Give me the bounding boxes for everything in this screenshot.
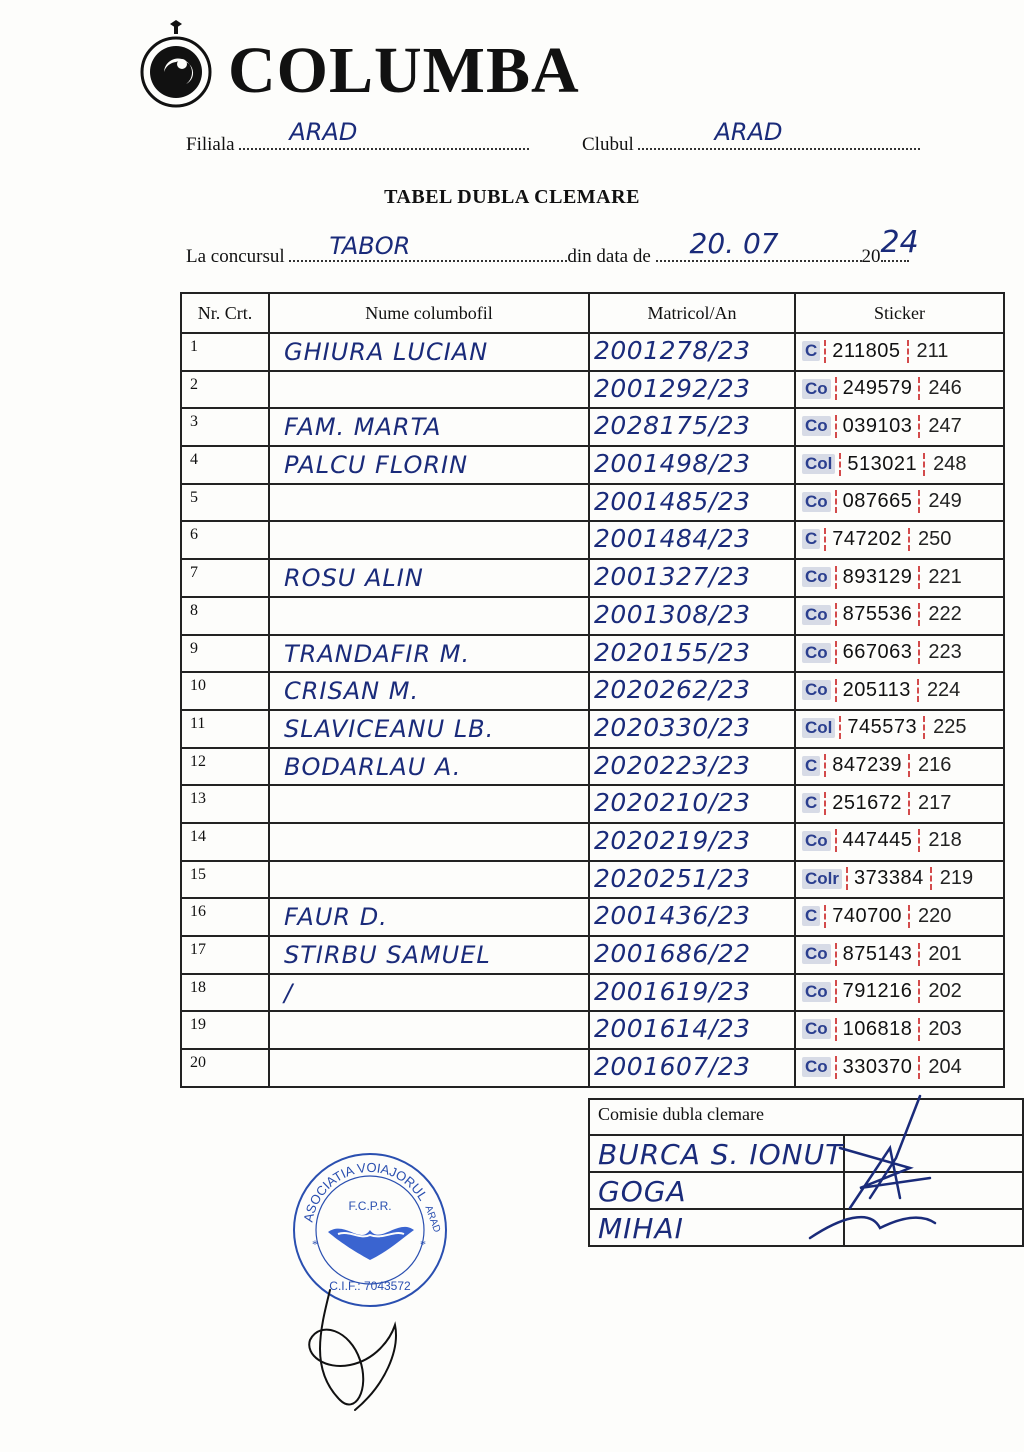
svg-text:ASOCIATIA VOIAJORUL (301, 1160, 431, 1223)
sticker-label (802, 489, 1020, 515)
row-name-cell (269, 974, 589, 1012)
filiala-label: Filiala (186, 134, 235, 155)
sticker-tag: Co (802, 982, 831, 1002)
filiala-field (239, 118, 529, 150)
row-sticker-cell (795, 333, 1004, 371)
sticker-code: 667063 (835, 641, 921, 664)
row-matricol-cell (589, 823, 795, 861)
table-row (181, 898, 1004, 936)
sticker-serial: 216 (918, 754, 952, 777)
sticker-label (802, 1016, 1020, 1042)
row-sticker-cell (795, 597, 1004, 635)
table-row (181, 823, 1004, 861)
sticker-label (802, 903, 1020, 929)
sticker-code: 740700 (824, 905, 910, 928)
stamp-cif-text: C.I.F.: 7043572 (329, 1279, 411, 1293)
row-sticker-cell (795, 371, 1004, 409)
row-number: 18 (181, 974, 269, 1012)
sticker-serial: 218 (928, 829, 962, 852)
row-name: STIRBU SAMUEL (284, 941, 491, 969)
sticker-tag: C (802, 756, 820, 776)
row-matricol: 2001327/23 (594, 562, 751, 592)
date-label: din data de (567, 246, 651, 267)
sticker-label (802, 564, 1020, 590)
table-row (181, 936, 1004, 974)
row-matricol: 2001619/23 (594, 976, 751, 1006)
sticker-label (802, 941, 1020, 967)
sticker-code: 447445 (835, 829, 921, 852)
row-name-cell (269, 408, 589, 446)
row-sticker-cell (795, 559, 1004, 597)
commission-member: BURCA S. IONUT (598, 1138, 844, 1171)
row-name (270, 485, 588, 489)
row-name: FAUR D. (284, 903, 388, 932)
row-sticker-cell (795, 898, 1004, 936)
sticker-code: 106818 (835, 1018, 921, 1041)
sticker-label (802, 1054, 1020, 1080)
row-number: 2 (181, 371, 269, 409)
svg-text:*: * (420, 1237, 426, 1251)
table-row (181, 672, 1004, 710)
sticker-tag: Co (802, 944, 831, 964)
sticker-label (802, 790, 1020, 816)
row-matricol-cell (589, 974, 795, 1012)
table-row (181, 635, 1004, 673)
row-matricol-cell (589, 898, 795, 936)
sticker-tag: Col (802, 718, 835, 738)
contest-value: TABOR (329, 232, 411, 260)
sticker-tag: Co (802, 379, 831, 399)
sticker-tag: Co (802, 492, 831, 512)
row-name (270, 862, 588, 866)
sticker-label (802, 677, 1020, 703)
sticker-serial: 249 (928, 490, 962, 513)
table-row (181, 748, 1004, 786)
sticker-tag: Co (802, 831, 831, 851)
row-sticker-cell (795, 936, 1004, 974)
row-number: 8 (181, 597, 269, 635)
row-sticker-cell (795, 635, 1004, 673)
row-name-cell (269, 785, 589, 823)
row-matricol: 2001484/23 (594, 524, 751, 554)
sticker-serial: 247 (928, 414, 962, 437)
row-sticker-cell (795, 672, 1004, 710)
row-matricol: 2001436/23 (594, 901, 751, 931)
row-sticker-cell (795, 408, 1004, 446)
sticker-tag: Colr (802, 869, 842, 889)
row-name: FAM. MARTA (284, 413, 442, 442)
sticker-code: 893129 (835, 566, 921, 589)
row-name: SLAVICEANU LB. (284, 714, 495, 743)
row-name: / (284, 978, 294, 1007)
row-sticker-cell (795, 446, 1004, 484)
sticker-code: 211805 (824, 340, 908, 363)
row-name-cell (269, 898, 589, 936)
table-row (181, 1049, 1004, 1087)
sticker-tag: C (802, 341, 820, 361)
sticker-code: 039103 (835, 415, 921, 438)
row-matricol: 2001485/23 (594, 486, 751, 516)
sticker-tag: Co (802, 643, 831, 663)
row-sticker-cell (795, 785, 1004, 823)
table-row (181, 408, 1004, 446)
stamp-top-text: ASOCIATIA VOIAJORUL (300, 1159, 431, 1224)
clubul-label: Clubul (582, 134, 634, 155)
row-name-cell (269, 823, 589, 861)
row-matricol: 2001278/23 (594, 336, 751, 365)
row-sticker-cell (795, 710, 1004, 748)
table-row (181, 597, 1004, 635)
sticker-tag: C (802, 793, 820, 813)
clubul-value: ARAD (714, 118, 783, 146)
table-row (181, 785, 1004, 823)
row-matricol: 2020223/23 (594, 750, 751, 780)
row-matricol: 2020251/23 (594, 863, 751, 893)
row-name (270, 786, 588, 790)
row-name-cell (269, 371, 589, 409)
row-name-cell (269, 559, 589, 597)
row-matricol-cell (589, 1049, 795, 1087)
filiala-value: ARAD (289, 118, 358, 146)
table-row (181, 861, 1004, 899)
sticker-serial: 224 (926, 678, 961, 701)
row-number: 12 (181, 748, 269, 786)
sticker-serial: 248 (933, 452, 967, 475)
row-matricol-cell (589, 748, 795, 786)
commission-member: GOGA (598, 1175, 687, 1208)
row-number: 19 (181, 1011, 269, 1049)
stamp-side-text: ARAD (422, 1204, 443, 1235)
document-title: TABEL DUBLA CLEMARE (384, 186, 640, 208)
row-number: 10 (181, 672, 269, 710)
sticker-code: 205113 (835, 679, 919, 702)
row-matricol: 2001607/23 (594, 1052, 751, 1082)
row-matricol: 2020262/23 (594, 675, 751, 705)
row-sticker-cell (795, 748, 1004, 786)
clubul-field (638, 118, 920, 150)
stamp-signature-icon (300, 1270, 410, 1420)
sticker-code: 745573 (839, 716, 925, 739)
table-row (181, 446, 1004, 484)
commission-member: MIHAI (598, 1212, 684, 1245)
row-matricol: 2001686/22 (594, 939, 751, 968)
row-name-cell (269, 672, 589, 710)
sticker-serial: 219 (939, 867, 974, 890)
table-row (181, 974, 1004, 1012)
commission-signature-icon (800, 1088, 950, 1248)
row-name (270, 598, 588, 602)
sticker-serial: 246 (928, 377, 962, 400)
header-name: Nume columbofil (269, 293, 589, 333)
row-matricol-cell (589, 936, 795, 974)
row-number: 13 (181, 785, 269, 823)
sticker-code: 875536 (835, 603, 921, 626)
row-matricol-cell (589, 597, 795, 635)
sticker-label (802, 602, 1020, 628)
clubul-line (582, 118, 920, 156)
sticker-serial: 204 (928, 1055, 962, 1078)
sticker-serial: 211 (916, 339, 949, 362)
sticker-tag: Co (802, 1019, 831, 1039)
sticker-tag: Co (802, 567, 831, 587)
sticker-serial: 201 (928, 942, 962, 965)
sticker-code: 875143 (835, 943, 921, 966)
date-field (656, 227, 862, 262)
row-matricol: 2020210/23 (594, 788, 751, 818)
row-number: 9 (181, 635, 269, 673)
sticker-serial: 220 (918, 904, 952, 927)
row-name: ROSU ALIN (284, 564, 424, 593)
contest-line (186, 225, 919, 268)
row-sticker-cell (795, 974, 1004, 1012)
table-row (181, 1011, 1004, 1049)
header-nr: Nr. Crt. (181, 293, 269, 333)
row-name (270, 1050, 588, 1054)
row-matricol-cell (589, 521, 795, 559)
row-name: PALCU FLORIN (284, 451, 469, 480)
row-matricol: 2020219/23 (594, 825, 751, 855)
row-name: BODARLAU A. (284, 752, 462, 781)
commission-title: Comisie dubla clemare (589, 1099, 1023, 1135)
row-matricol: 2001498/23 (594, 449, 751, 479)
row-name-cell (269, 484, 589, 522)
year-field (880, 225, 919, 262)
sticker-code: 249579 (835, 377, 921, 400)
row-matricol: 2020155/23 (594, 637, 751, 667)
sticker-serial: 250 (918, 527, 952, 550)
sticker-label (802, 828, 1020, 854)
sticker-label (802, 526, 1020, 552)
row-number: 5 (181, 484, 269, 522)
sticker-serial: 202 (928, 980, 962, 1003)
sticker-tag: Co (802, 1057, 831, 1077)
row-matricol-cell (589, 446, 795, 484)
row-sticker-cell (795, 823, 1004, 861)
row-name-cell (269, 710, 589, 748)
sticker-serial: 217 (918, 791, 952, 814)
table-row (181, 371, 1004, 409)
table-row (181, 710, 1004, 748)
row-name (270, 522, 588, 526)
row-matricol-cell (589, 1011, 795, 1049)
row-matricol: 2001308/23 (594, 599, 751, 629)
pigeon-table (180, 292, 1005, 1088)
row-number: 11 (181, 710, 269, 748)
sticker-tag: Co (802, 416, 831, 436)
sticker-code: 513021 (839, 453, 925, 476)
row-name: GHIURA LUCIAN (284, 338, 489, 366)
row-matricol: 2028175/23 (594, 411, 751, 441)
row-name-cell (269, 333, 589, 371)
row-number: 15 (181, 861, 269, 899)
sticker-code: 373384 (846, 867, 932, 890)
table-row (181, 559, 1004, 597)
row-matricol-cell (589, 710, 795, 748)
sticker-code: 251672 (824, 792, 910, 815)
row-matricol-cell (589, 785, 795, 823)
sticker-code: 330370 (835, 1056, 921, 1079)
row-name-cell (269, 861, 589, 899)
row-matricol: 2020330/23 (594, 712, 751, 742)
row-name (270, 824, 588, 828)
row-number: 16 (181, 898, 269, 936)
sticker-label (802, 866, 1020, 892)
sticker-tag: Col (802, 454, 835, 474)
sticker-code: 087665 (835, 490, 921, 513)
row-matricol: 2001292/23 (594, 373, 751, 403)
sticker-serial: 225 (933, 716, 967, 739)
sticker-tag: Co (802, 680, 831, 700)
row-matricol-cell (589, 635, 795, 673)
year-prefix: 20 (861, 246, 881, 267)
row-name-cell (269, 936, 589, 974)
row-number: 20 (181, 1049, 269, 1087)
table-header-row (181, 293, 1004, 333)
table-row (181, 484, 1004, 522)
sticker-label (802, 413, 1020, 439)
row-sticker-cell (795, 861, 1004, 899)
row-matricol-cell (589, 861, 795, 899)
sticker-serial: 203 (928, 1017, 962, 1040)
sticker-label (802, 338, 1020, 364)
row-number: 17 (181, 936, 269, 974)
row-number: 7 (181, 559, 269, 597)
date-value: 20. 07 (689, 227, 779, 260)
sticker-tag: C (802, 906, 820, 926)
row-number: 6 (181, 521, 269, 559)
row-matricol: 2001614/23 (594, 1014, 751, 1044)
row-name (270, 1012, 588, 1016)
header-matricol: Matricol/An (589, 293, 795, 333)
sticker-code: 791216 (835, 980, 921, 1003)
sticker-label (802, 979, 1020, 1005)
sticker-tag: Co (802, 605, 831, 625)
brand-name: COLUMBA (228, 34, 580, 107)
row-matricol-cell (589, 408, 795, 446)
row-name-cell (269, 748, 589, 786)
row-sticker-cell (795, 1011, 1004, 1049)
filiala-line (186, 118, 529, 156)
row-name: TRANDAFIR M. (284, 639, 471, 668)
columba-logo-icon (136, 20, 216, 110)
sticker-code: 747202 (824, 528, 910, 551)
sticker-serial: 221 (928, 565, 962, 588)
sticker-label (802, 451, 1020, 477)
contest-label: La concursul (186, 246, 285, 267)
sticker-serial: 223 (928, 641, 962, 663)
row-name-cell (269, 521, 589, 559)
row-number: 1 (181, 333, 269, 371)
row-matricol-cell (589, 371, 795, 409)
row-matricol-cell (589, 559, 795, 597)
svg-text:*: * (312, 1237, 318, 1251)
row-name: CRISAN M. (284, 677, 420, 706)
year-value: 24 (880, 225, 919, 260)
row-matricol-cell (589, 484, 795, 522)
row-number: 4 (181, 446, 269, 484)
row-sticker-cell (795, 521, 1004, 559)
stamp-mid-text: F.C.P.R. (348, 1199, 392, 1213)
sticker-label (802, 753, 1020, 779)
row-matricol-cell (589, 672, 795, 710)
contest-field (289, 232, 567, 262)
row-name-cell (269, 635, 589, 673)
row-name-cell (269, 597, 589, 635)
row-name-cell (269, 1049, 589, 1087)
sticker-label (802, 376, 1020, 402)
row-sticker-cell (795, 484, 1004, 522)
row-name-cell (269, 1011, 589, 1049)
row-name-cell (269, 446, 589, 484)
sticker-label (802, 715, 1020, 741)
row-matricol-cell (589, 333, 795, 371)
row-name (270, 372, 588, 376)
table-row (181, 333, 1004, 371)
row-sticker-cell (795, 1049, 1004, 1087)
table-row (181, 521, 1004, 559)
row-number: 14 (181, 823, 269, 861)
row-number: 3 (181, 408, 269, 446)
sticker-label (802, 640, 1020, 666)
sticker-serial: 222 (928, 603, 962, 626)
sticker-tag: C (802, 529, 820, 549)
sticker-code: 847239 (824, 754, 910, 777)
header-sticker: Sticker (795, 293, 1004, 333)
